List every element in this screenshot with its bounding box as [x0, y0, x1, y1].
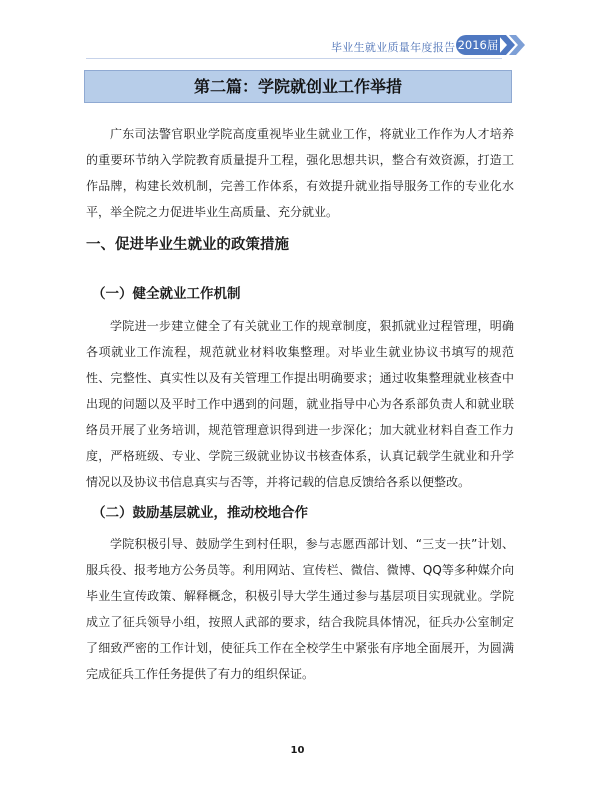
subsection-heading-2: （二）鼓励基层就业，推动校地合作 [92, 505, 308, 521]
subsection-heading-1: （一）健全就业工作机制 [92, 286, 241, 302]
header-divider [86, 58, 502, 59]
page-number: 10 [290, 745, 305, 756]
subsection-paragraph-2: 学院积极引导、鼓励学生到村任职，参与志愿西部计划、“三支一扶”计划、服兵役、报考地方公务员等。利用网站、宣传栏、微信、微博、QQ等多种媒介向毕业生宣传政策、解释概念，积极引导大学生通过参与基层项目实现就业。学院成立了征兵领导小组，按照人武部的要求，结合我院具体情况，征兵办公室制定了细致严密的工作计划，使征兵工作在全校学生中紧张有序地全面展开，为圆满完成征兵工作任务提供了有力的组织保证。 [86, 537, 514, 681]
section-heading: 一、促进毕业生就业的政策措施 [86, 237, 289, 253]
chapter-title: 第二篇：学院就创业工作举措 [84, 70, 512, 103]
year-badge: 2016届 [456, 35, 500, 55]
chevron-right-icon [498, 33, 528, 57]
intro-paragraph: 广东司法警官职业学院高度重视毕业生就业工作，将就业工作作为人才培养的重要环节纳入学院教育质量提升工程，强化思想共识，整合有效资源，打造工作品牌，构建长效机制，完善工作体系，有效提升就业指导服务工作的专业化水平，举全院之力促进毕业生高质量、充分就业。 [86, 127, 514, 219]
subsection-paragraph-1: 学院进一步建立健全了有关就业工作的规章制度，狠抓就业过程管理，明确各项就业工作流程，规范就业材料收集整理。对毕业生就业协议书填写的规范性、完整性、真实性以及有关管理工作提出明确要求；通过收集整理就业核查中出现的问题以及平时工作中遇到的问题，就业指导中心为各系部负责人和就业联络员开展了业务培训，规范管理意识得到进一步深化；加大就业材料自查工作力度，严格班级、专业、学院三级就业协议书核查体系，认真记载学生就业和升学情况以及协议书信息真实与否等，并将记载的信息反馈给各系以便整改。 [86, 319, 514, 489]
report-title: 毕业生就业质量年度报告 [331, 41, 456, 54]
